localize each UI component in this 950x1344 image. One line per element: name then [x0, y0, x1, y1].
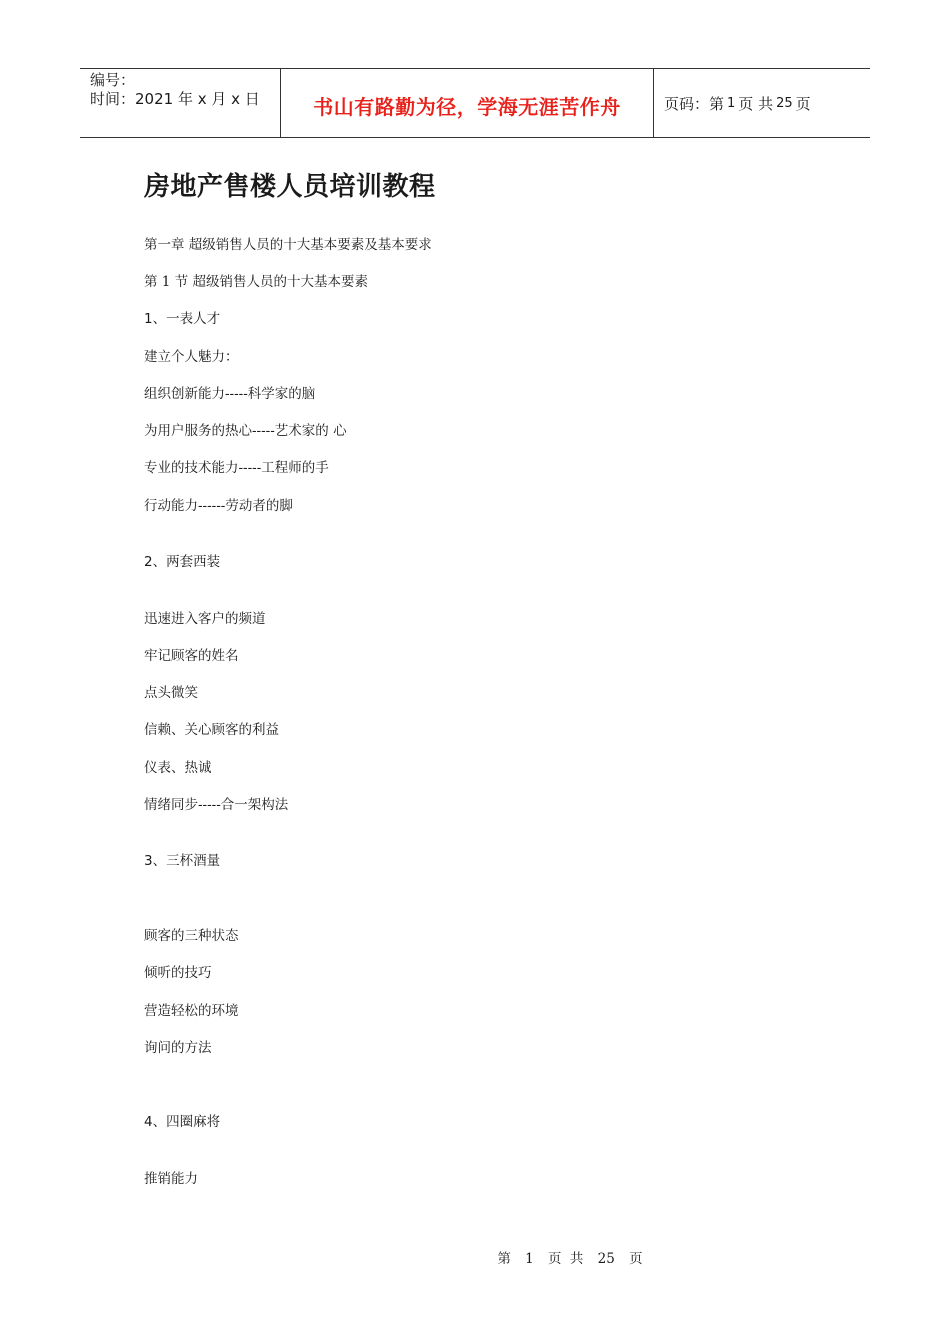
page-total: 25	[776, 95, 793, 111]
list-item: 迅速进入客户的频道	[144, 611, 266, 627]
item-heading-2: 2、两套西装	[144, 554, 221, 570]
item-heading-1: 1、一表人才	[144, 311, 221, 327]
list-item: 行动能力------劳动者的脚	[144, 498, 293, 514]
footer-suffix: 页	[629, 1251, 643, 1267]
list-item: 倾听的技巧	[144, 965, 212, 981]
page-current: 1	[727, 95, 736, 111]
header-motto-cell	[281, 69, 654, 137]
footer-mid: 页 共	[548, 1251, 584, 1267]
footer-total: 25	[597, 1251, 615, 1267]
list-item: 专业的技术能力-----工程师的手	[144, 460, 329, 476]
list-item: 信赖、关心顾客的利益	[144, 722, 279, 738]
page-mid: 页 共	[738, 94, 774, 113]
list-item: 牢记顾客的姓名	[144, 648, 239, 664]
date-label: 时间：2021 年 x 月 x 日	[90, 90, 260, 108]
list-item: 建立个人魅力：	[144, 349, 239, 365]
page-header	[80, 68, 870, 138]
list-item: 推销能力	[144, 1171, 198, 1187]
item-heading-3: 3、三杯酒量	[144, 853, 221, 869]
list-item: 仪表、热诚	[144, 760, 212, 776]
page-prefix: 页码：第	[664, 94, 725, 113]
page-footer	[0, 1247, 950, 1267]
list-item: 组织创新能力-----科学家的脑	[144, 386, 316, 402]
list-item: 情绪同步-----合一架构法	[144, 797, 289, 813]
section-heading: 第 1 节 超级销售人员的十大基本要素	[144, 274, 368, 290]
footer-prefix: 第	[497, 1251, 511, 1267]
list-item: 顾客的三种状态	[144, 928, 239, 944]
list-item: 点头微笑	[144, 685, 198, 701]
motto: 书山有路勤为径，学海无涯苦作舟	[313, 94, 621, 119]
list-item: 为用户服务的热心-----艺术家的 心	[144, 423, 347, 439]
list-item: 询问的方法	[144, 1040, 212, 1056]
list-item: 营造轻松的环境	[144, 1003, 239, 1019]
footer-current: 1	[525, 1251, 534, 1267]
header-page-number	[654, 69, 870, 137]
document-title: 房地产售楼人员培训教程	[144, 172, 436, 202]
number-label: 编号：	[90, 71, 136, 89]
item-heading-4: 4、四圈麻将	[144, 1114, 221, 1130]
page-suffix: 页	[795, 94, 811, 113]
chapter-heading: 第一章 超级销售人员的十大基本要素及基本要求	[144, 237, 432, 253]
header-meta	[80, 69, 281, 137]
